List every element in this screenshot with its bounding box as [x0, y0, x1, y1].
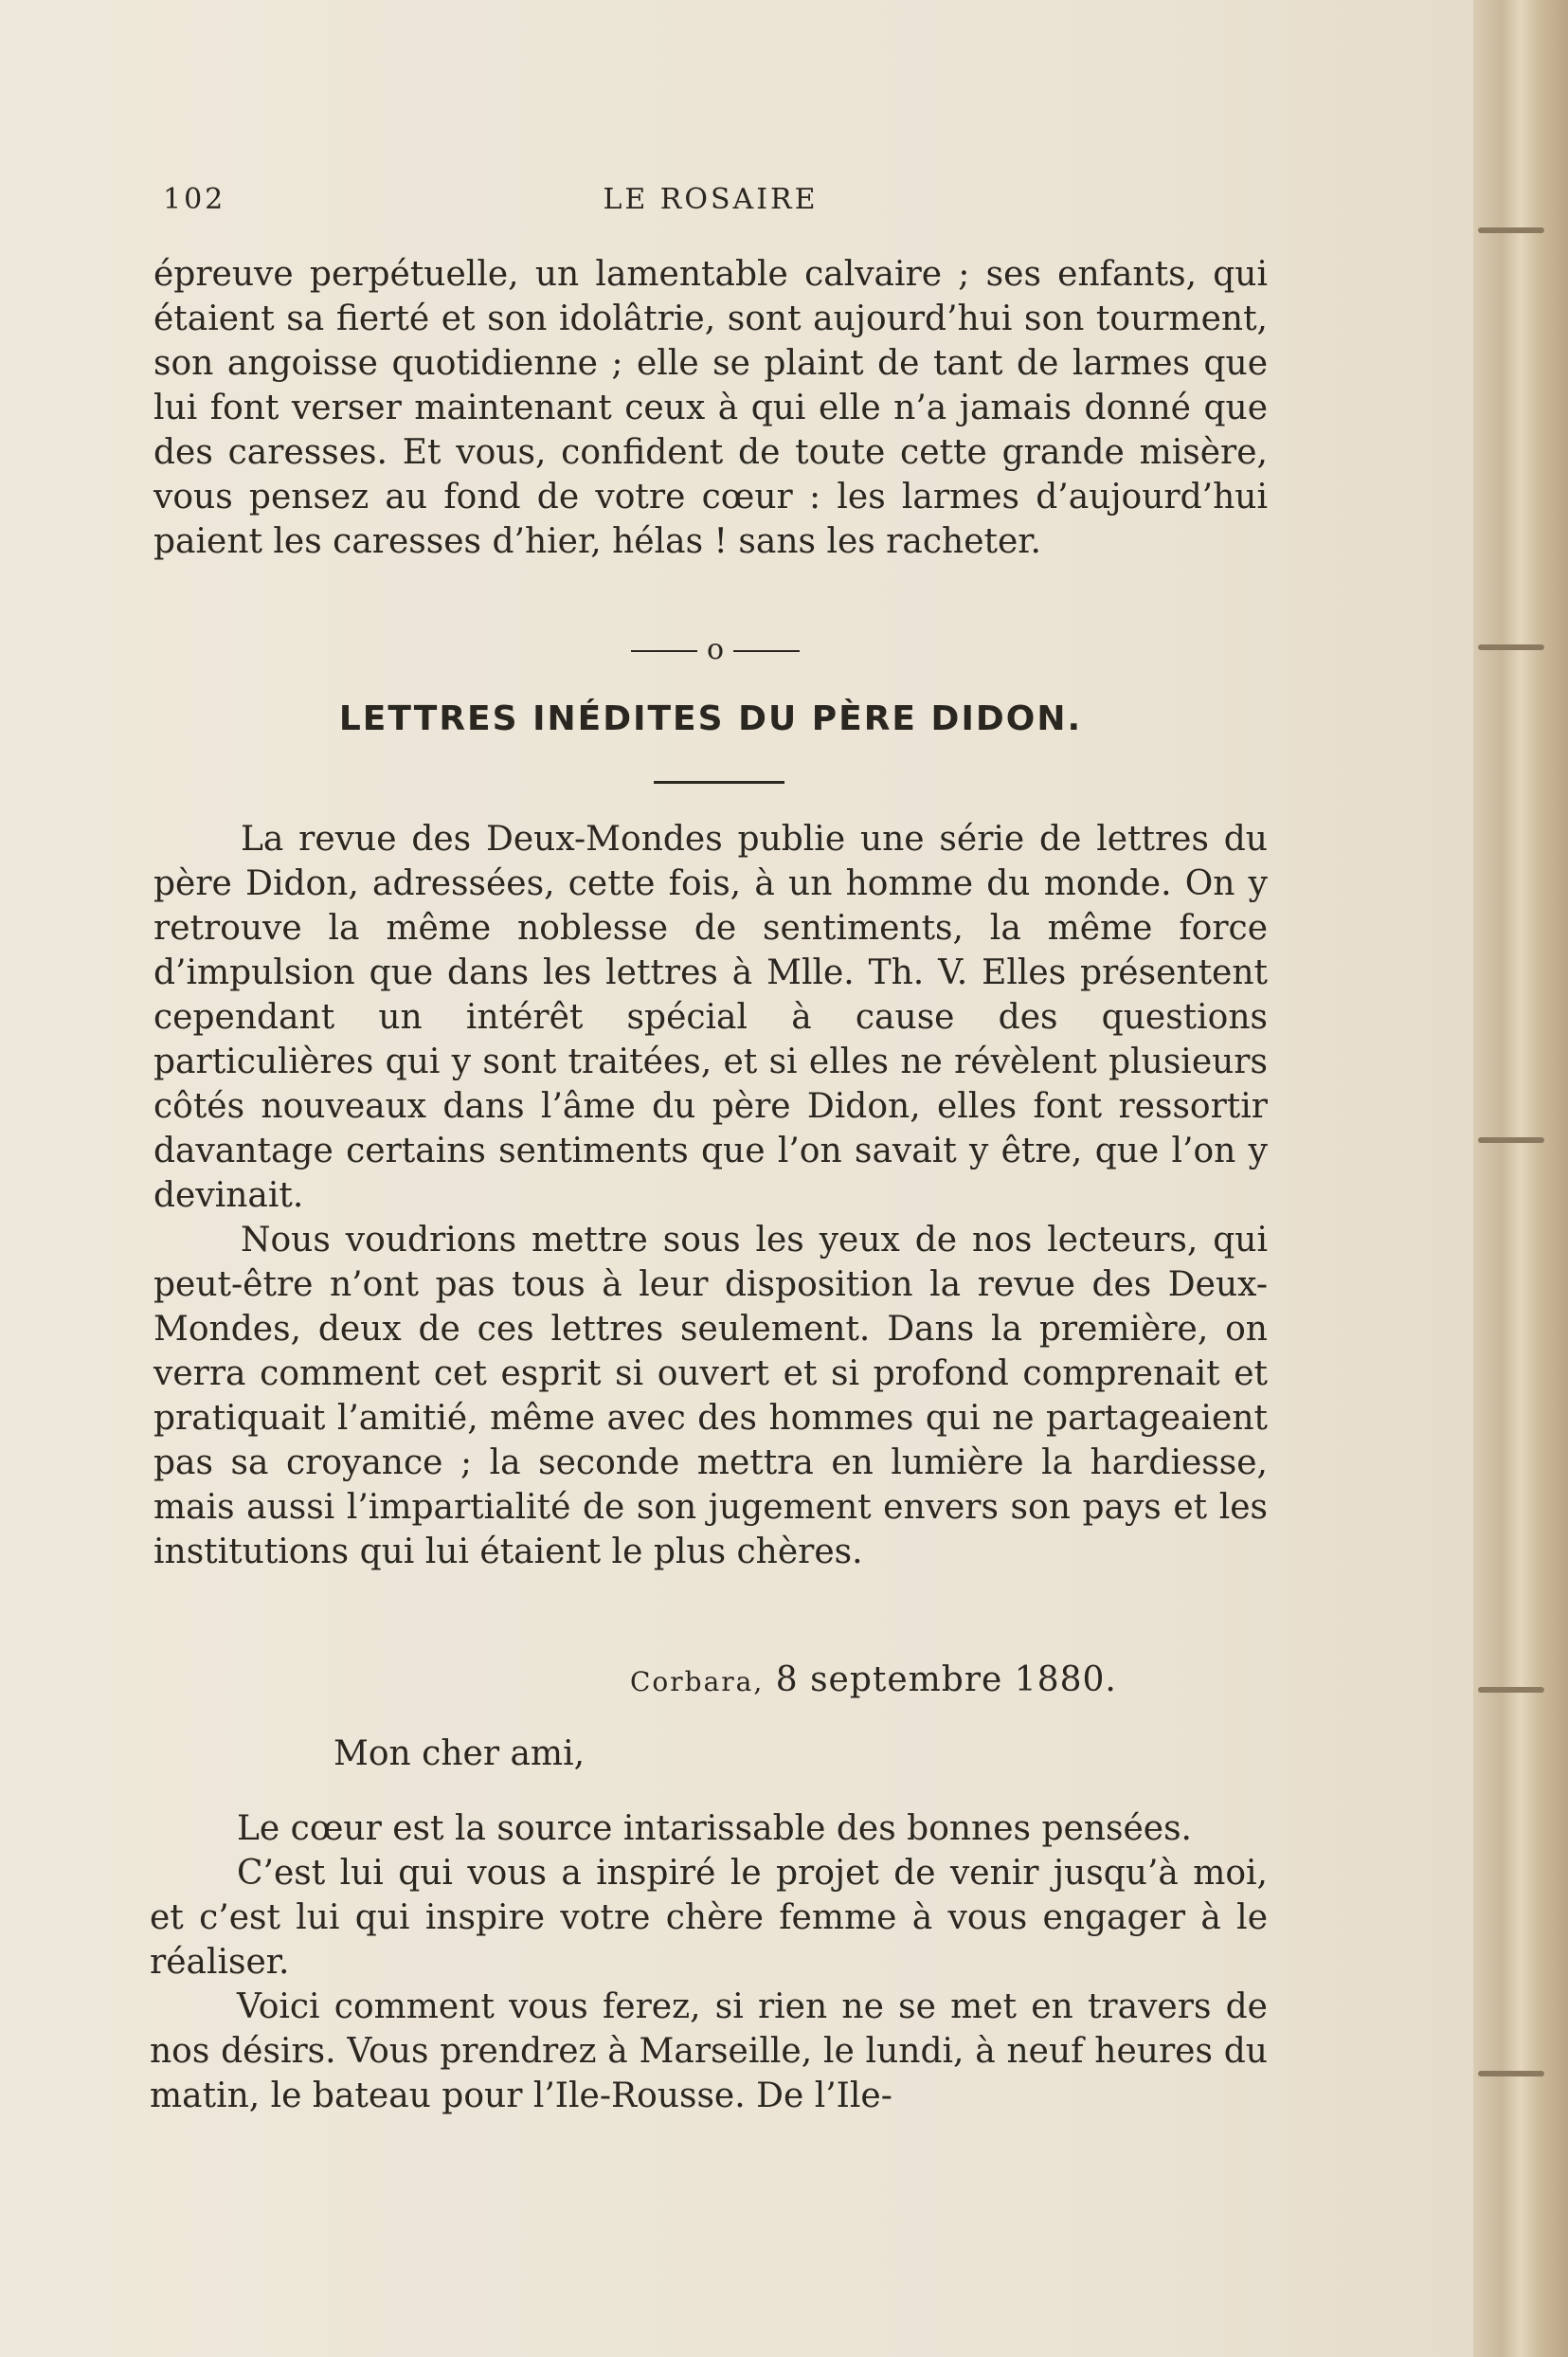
- letter-salutation: Mon cher ami,: [333, 1734, 586, 1773]
- ornament-line-right: [733, 650, 800, 652]
- letter-body: [150, 1806, 1268, 2118]
- binding-thread: [1478, 1687, 1544, 1693]
- binding-thread: [1478, 1137, 1544, 1143]
- running-title: LE ROSAIRE: [603, 183, 819, 216]
- page-number: 102: [163, 183, 226, 216]
- letter-paragraph: Voici comment vous ferez, si rien ne se met en travers de nos désirs. Vous prendrez à Marseille, le lundi, à neuf heures du matin, le bateau pour l’Ile-Rousse. De l’Ile-: [150, 1987, 1268, 2115]
- letter-paragraph: Le cœur est la source intarissable des bonnes pensées.: [237, 1809, 1192, 1848]
- ornament-mark: o: [706, 633, 725, 666]
- body-paragraph: La revue des Deux-Mondes publie une série de lettres du père Didon, adressées, cette fois, à un homme du monde. On y retrouve la même noblesse de sentiments, la même force d’impulsion que dans les lettres à Mlle. Th. V. Elles présentent cependant un intérêt spécial à cause des questions particulières qui y sont traitées, et si elles ne révèlent plusieurs côtés nouveaux dans l’âme du père Didon, elles font ressortir davantage certains sentiments que l’on savait y être, que l’on y devinait.: [153, 820, 1268, 1215]
- book-spine: [1473, 0, 1568, 2357]
- body-paragraph: Nous voudrions mettre sous les yeux de nos lecteurs, qui peut-être n’ont pas tous à leur disposition la revue des Deux-Mondes, deux de ces lettres seulement. Dans la première, on verra comment cet esprit si ouvert et si profond comprenait et pratiquait l’amitié, même avec des hommes qui ne partageaient pas sa croyance ; la seconde mettra en lumière la hardiesse, mais aussi l’impartialité de son jugement envers son pays et les institutions qui lui étaient le plus chères.: [153, 1221, 1268, 1571]
- title-rule: [654, 781, 784, 784]
- intro-paragraph: épreuve perpétuelle, un lamentable calvaire ; ses enfants, qui étaient sa fierté et son idolâtrie, sont aujourd’hui son tourment, son angoisse quotidienne ; elle se plaint de tant de larmes que lui font verser maintenant ceux à qui elle n’a jamais donné que des caresses. Et vous, confident de toute cette grande misère, vous pensez au fond de votre cœur : les larmes d’aujourd’hui paient les caresses d’hier, hélas ! sans les racheter.: [153, 255, 1268, 561]
- running-header: [152, 183, 1270, 221]
- binding-thread: [1478, 227, 1544, 233]
- binding-thread: [1478, 2071, 1544, 2076]
- section-ornament: [597, 633, 834, 671]
- section-title: LETTRES INÉDITES DU PÈRE DIDON.: [338, 699, 1083, 738]
- intro-text: [153, 252, 1268, 564]
- ornament-line-left: [631, 650, 697, 652]
- letter-place: Corbara,: [630, 1666, 765, 1697]
- binding-thread: [1478, 644, 1544, 650]
- letter-paragraph: C’est lui qui vous a inspiré le projet de venir jusqu’à moi, et c’est lui qui inspire votre chère femme à vous engager à le réaliser.: [150, 1854, 1268, 1982]
- letter-date: 8 septembre 1880.: [775, 1660, 1117, 1699]
- article-body: [153, 817, 1268, 1574]
- letter-dateline: [630, 1660, 1117, 1699]
